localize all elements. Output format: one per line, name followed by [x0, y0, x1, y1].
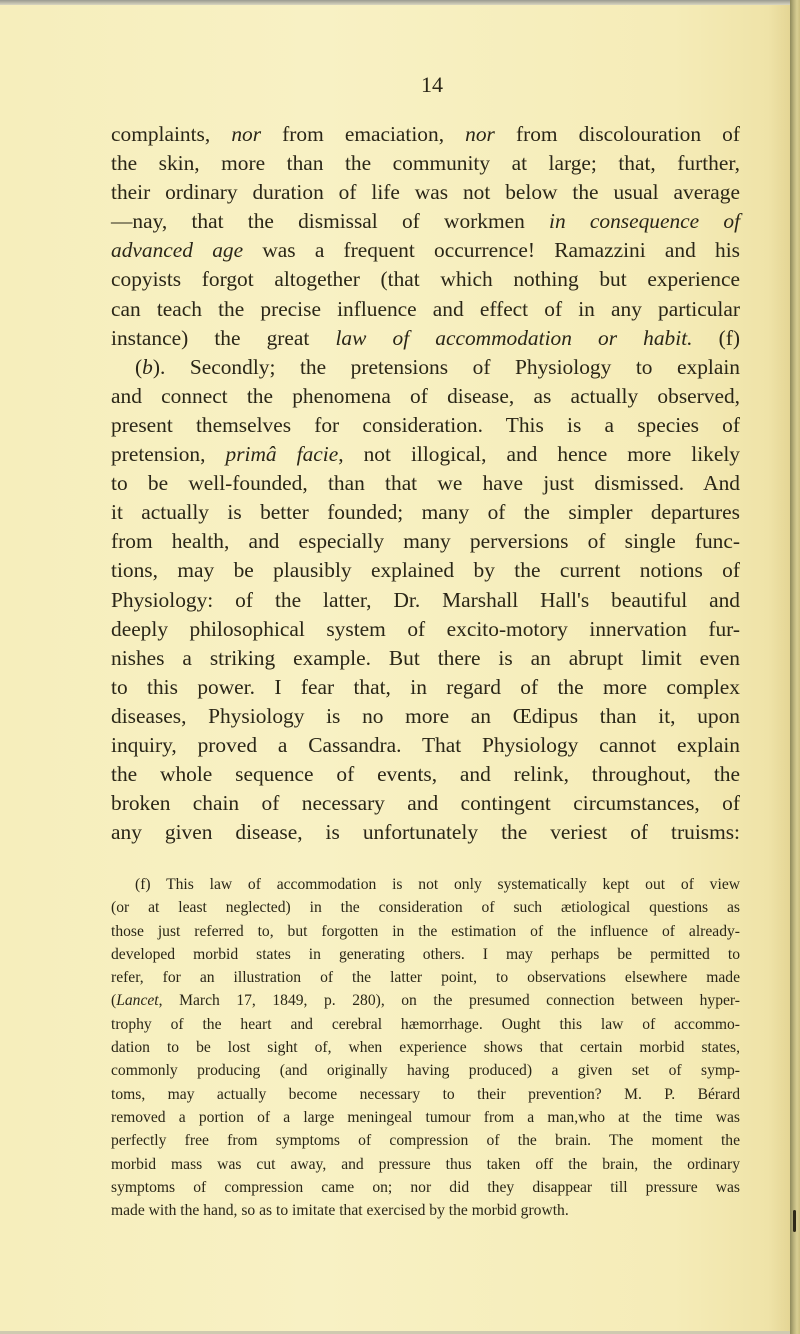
text-run: diseases, Physiology is no more an Œdipus than it, upon	[111, 703, 740, 728]
text-run: instance) the great	[111, 325, 336, 350]
text-line	[111, 178, 740, 207]
text-line	[111, 673, 740, 702]
text-line	[111, 527, 740, 556]
text-line	[111, 760, 740, 789]
text-line	[111, 440, 740, 469]
text-run: (f)	[692, 325, 740, 350]
text-run: removed a portion of a large meningeal tumour from a man,who at the time was	[111, 1108, 740, 1126]
text-run: can teach the precise influence and effect of in any particular	[111, 296, 740, 321]
page-number: 14	[421, 72, 443, 97]
text-run: ). Secondly; the pretensions of Physiology to explain	[152, 354, 740, 379]
text-line	[111, 324, 740, 353]
text-run: from discolouration of	[494, 122, 740, 146]
text-line	[111, 702, 740, 731]
text-run: from health, and especially many perversions of single func-	[111, 529, 740, 554]
text-run: , not illogical, and hence more likely	[338, 442, 740, 467]
footnote-line	[111, 1129, 740, 1152]
text-run: to this power. I fear that, in regard of the more complex	[111, 674, 740, 699]
italic-text: primâ facie	[225, 442, 339, 467]
footnote-line	[111, 920, 740, 943]
text-run: deeply philosophical system of excito-motory innervation fur-	[111, 616, 740, 641]
footnote	[111, 873, 740, 1222]
text-run: developed morbid states in generating others. I may perhaps be permitted to	[111, 945, 740, 963]
text-line	[111, 120, 740, 149]
text-line	[111, 236, 740, 265]
page-top-edge	[0, 0, 792, 5]
footnote-line	[111, 1106, 740, 1129]
text-run: and connect the phenomena of disease, as actually observed,	[111, 383, 740, 408]
text-line	[111, 382, 740, 411]
text-run: tions, may be plausibly explained by the current notions of	[111, 558, 740, 583]
text-line	[111, 615, 740, 644]
italic-text: nor	[231, 122, 262, 146]
footnote-line	[111, 1013, 740, 1036]
text-line	[111, 295, 740, 324]
italic-text: advanced age	[111, 238, 244, 263]
text-run: nishes a striking example. But there is an abrupt limit even	[111, 645, 740, 670]
italic-text: in consequence of	[549, 209, 741, 234]
footnote-line	[111, 1176, 740, 1199]
text-run: (	[135, 354, 143, 379]
text-run: was a frequent occurrence! Ramazzini and his	[243, 238, 740, 263]
text-line	[111, 149, 740, 178]
text-line	[111, 469, 740, 498]
main-text	[111, 120, 740, 847]
text-run: toms, may actually become necessary to their prevention? M. P. Bérard	[111, 1085, 740, 1103]
text-line	[111, 411, 740, 440]
text-run: complaints,	[111, 122, 232, 146]
text-run: trophy of the heart and cerebral hæmorrhage. Ought this law of accommo-	[111, 1015, 740, 1033]
text-line	[111, 818, 740, 847]
footnote-line	[111, 989, 740, 1012]
footnote-line	[111, 873, 740, 896]
text-run: (f) This law of accommodation is not only systematically kept out of view	[135, 876, 740, 893]
text-run: to be well-founded, than that we have just dismissed. And	[111, 471, 740, 496]
footnote-line	[111, 1153, 740, 1176]
text-run: it actually is better founded; many of the simpler departures	[111, 500, 740, 525]
text-run: (or at least neglected) in the consideration of such ætiological questions as	[111, 899, 740, 917]
text-line	[111, 498, 740, 527]
text-run: , March 17, 1849, p. 280), on the presumed connection between hyper-	[158, 992, 740, 1010]
text-run: those just referred to, but forgotten in the estimation of the influence of already-	[111, 922, 740, 940]
footnote-line	[111, 1083, 740, 1106]
text-line	[111, 644, 740, 673]
footnote-line	[111, 1059, 740, 1082]
text-run: copyists forgot altogether (that which nothing but experience	[111, 267, 740, 292]
text-run: the whole sequence of events, and relink, throughout, the	[111, 762, 740, 787]
text-run: from emaciation,	[261, 122, 466, 146]
text-line	[111, 353, 740, 382]
text-run: commonly producing (and originally having produced) a given set of symp-	[111, 1062, 740, 1080]
text-line	[111, 731, 740, 760]
text-run: —nay, that the dismissal of workmen	[111, 209, 550, 234]
italic-text: nor	[465, 122, 495, 146]
text-line	[111, 789, 740, 818]
text-run: inquiry, proved a Cassandra. That Physiology cannot explain	[111, 732, 740, 757]
italic-text: law of accommodation or habit.	[335, 325, 693, 350]
text-line	[111, 265, 740, 294]
text-run: morbid mass was cut away, and pressure thus taken off the brain, the ordinary	[111, 1155, 740, 1173]
text-run: Physiology: of the latter, Dr. Marshall Hall's beautiful and	[111, 587, 740, 612]
text-run: the skin, more than the community at large; that, further,	[111, 151, 740, 176]
footnote-line	[111, 1199, 740, 1222]
text-line	[111, 556, 740, 585]
footnote-line	[111, 966, 740, 989]
text-run: broken chain of necessary and contingent circumstances, of	[111, 791, 740, 816]
text-run: refer, for an illustration of the latter point, to observations elsewhere made	[111, 969, 740, 987]
footnote-line	[111, 896, 740, 919]
text-run: symptoms of compression came on; nor did they disappear till pressure was	[111, 1178, 740, 1196]
book-binding	[790, 0, 800, 1334]
text-run: present themselves for consideration. This is a species of	[111, 412, 740, 437]
text-run: made with the hand, so as to imitate that exercised by the morbid growth.	[111, 1202, 569, 1220]
text-run: perfectly free from symptoms of compression of the brain. The moment the	[111, 1132, 740, 1150]
italic-text: Lancet	[116, 992, 159, 1010]
text-run: pretension,	[111, 442, 226, 467]
text-line	[111, 207, 740, 236]
italic-text: b	[142, 354, 153, 379]
text-line	[111, 586, 740, 615]
binding-mark	[793, 1210, 796, 1232]
text-run: their ordinary duration of life was not below the usual average	[111, 180, 740, 205]
footnote-line	[111, 1036, 740, 1059]
text-run: any given disease, is unfortunately the veriest of truisms:	[111, 820, 740, 845]
footnote-line	[111, 943, 740, 966]
text-run: dation to be lost sight of, when experience shows that certain morbid states,	[111, 1039, 740, 1057]
text-run: (	[111, 992, 117, 1010]
